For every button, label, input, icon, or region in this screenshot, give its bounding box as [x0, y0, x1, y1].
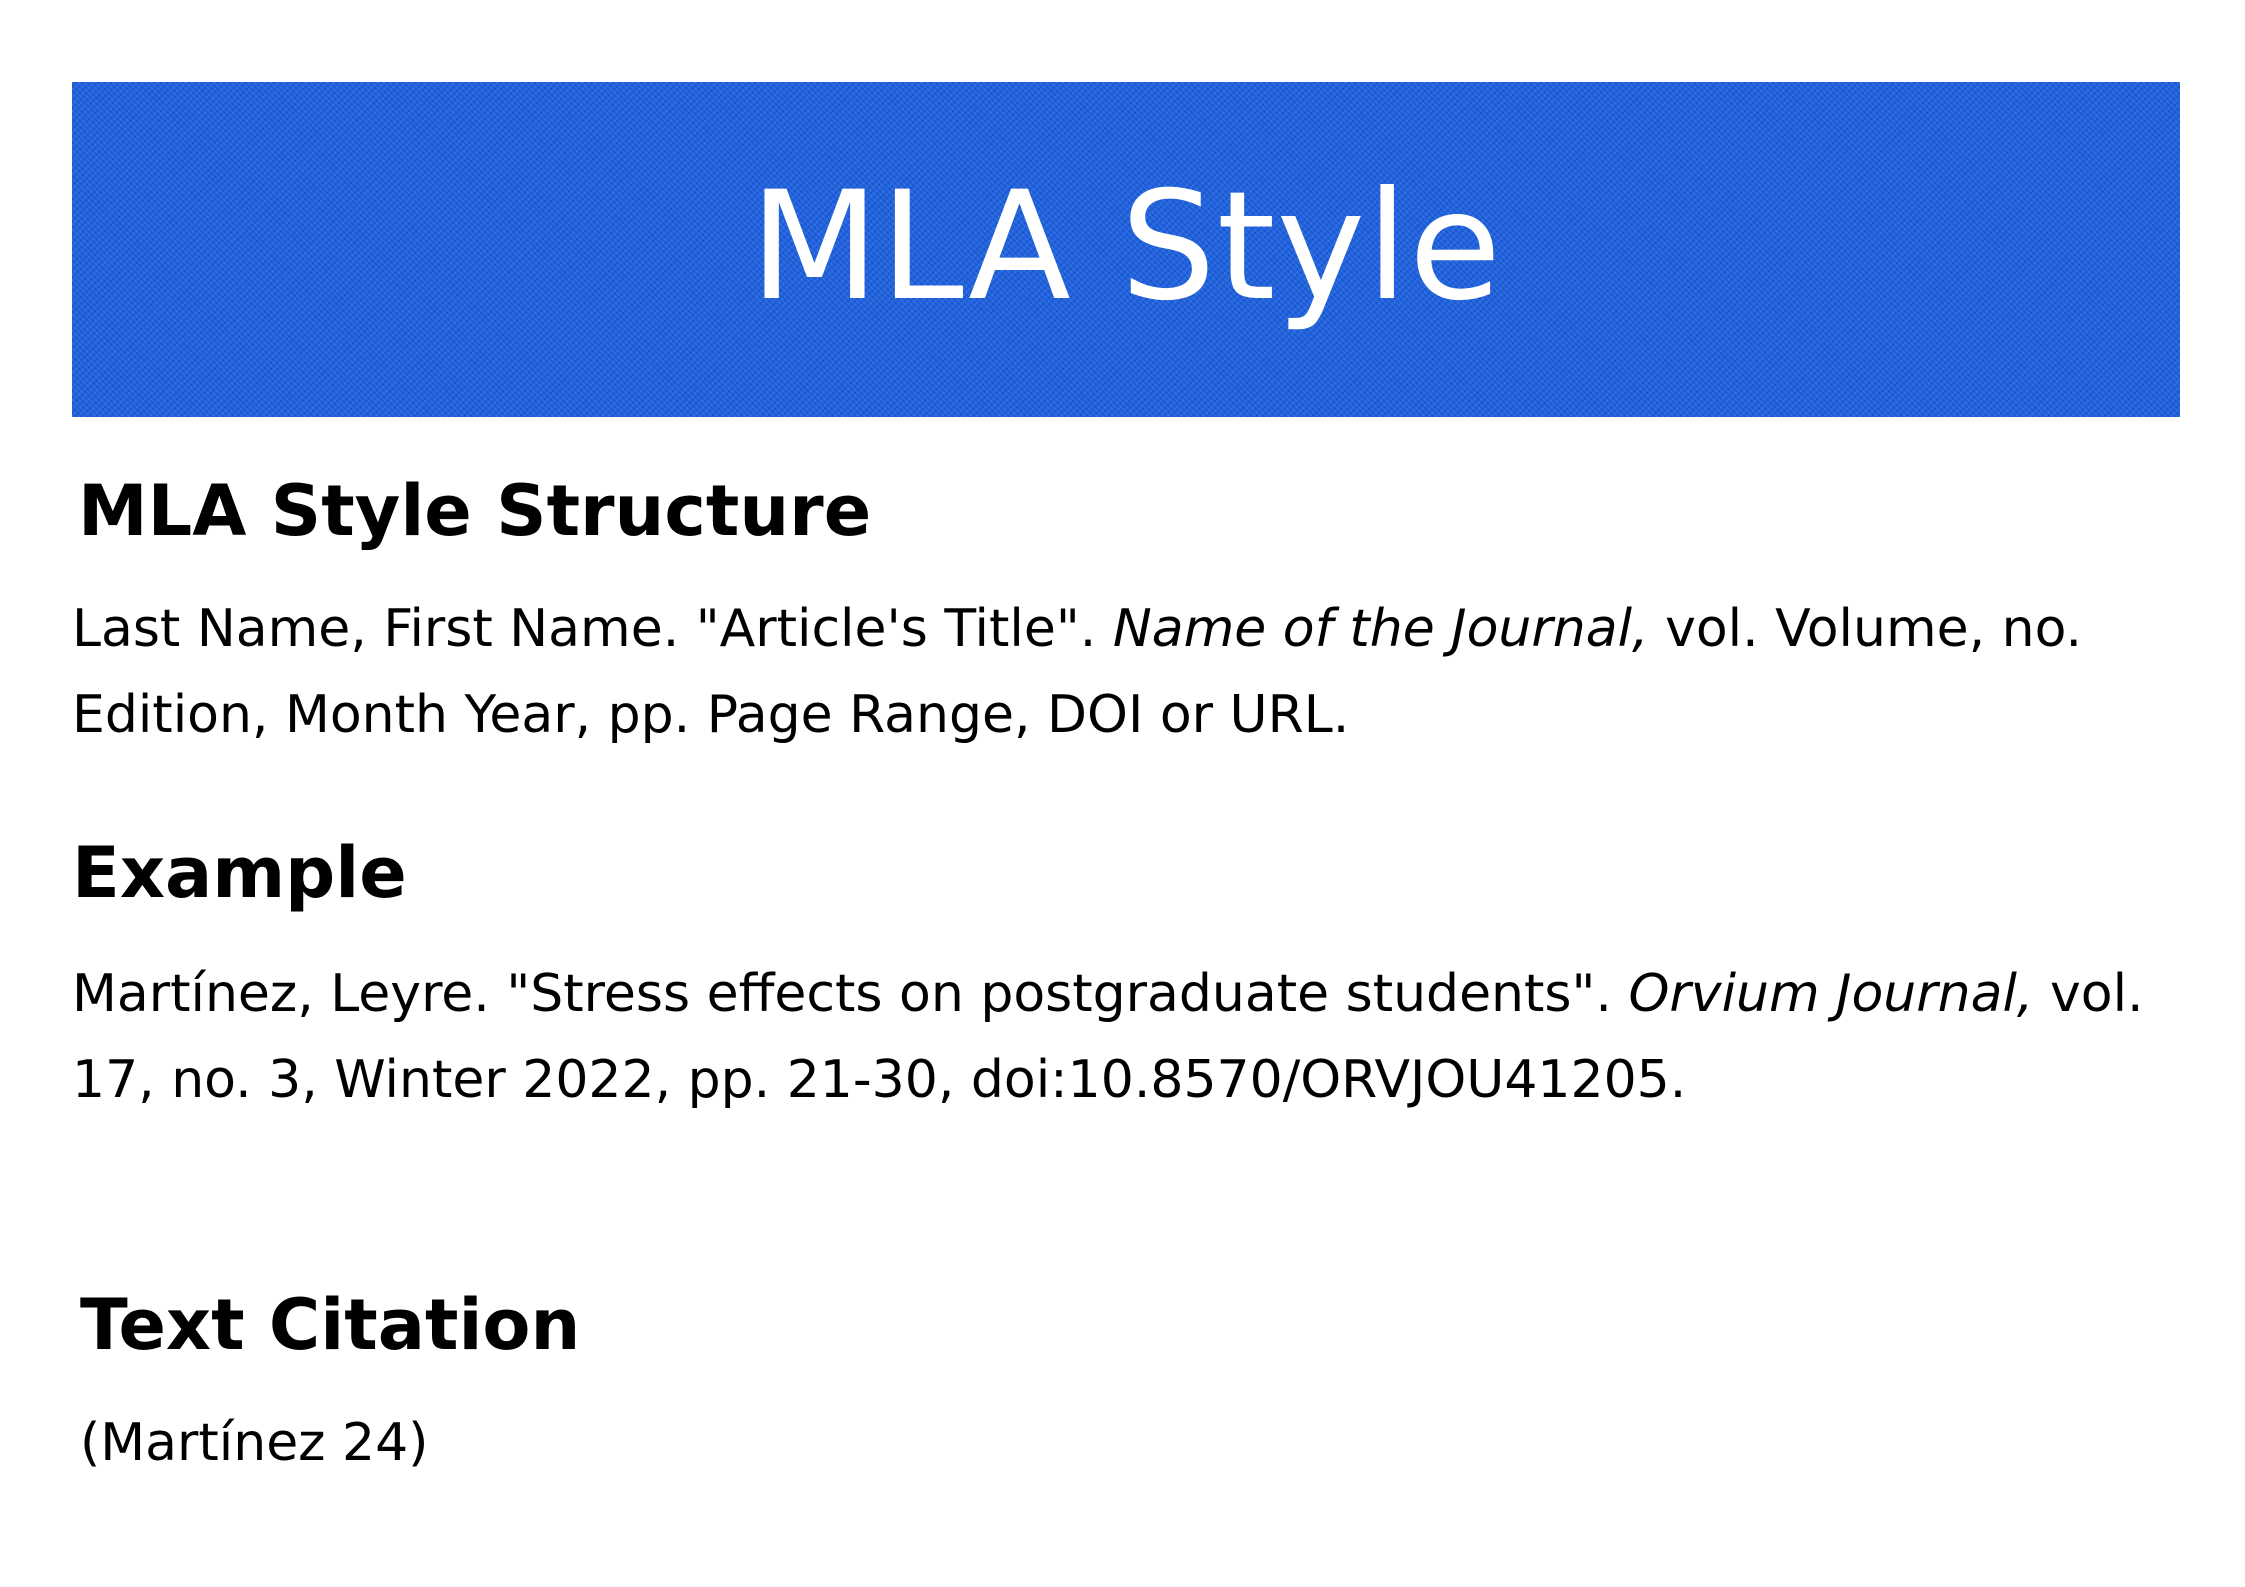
- structure-text-part2: vol. Volume, no. Edition, Month Year, pp. Page Range, DOI or URL.: [72, 599, 2083, 745]
- example-text: [72, 951, 2172, 1123]
- title-banner: [72, 82, 2180, 417]
- structure-text: [72, 586, 2172, 758]
- citation-text: (Martínez 24): [80, 1413, 429, 1473]
- citation-heading: Text Citation: [80, 1284, 581, 1366]
- structure-heading: MLA Style Structure: [78, 470, 872, 552]
- example-journal-name: Orvium Journal,: [1628, 964, 2034, 1024]
- example-text-part1: Martínez, Leyre. "Stress effects on postgraduate students".: [72, 964, 1629, 1024]
- example-heading: Example: [72, 832, 407, 914]
- structure-journal-placeholder: Name of the Journal,: [1112, 599, 1649, 659]
- structure-text-part1: Last Name, First Name. "Article's Title".: [72, 599, 1113, 659]
- example-text-part2: vol. 17, no. 3, Winter 2022, pp. 21-30, doi:10.8570/ORVJOU41205.: [72, 964, 2144, 1110]
- page-title: MLA Style: [749, 159, 1503, 334]
